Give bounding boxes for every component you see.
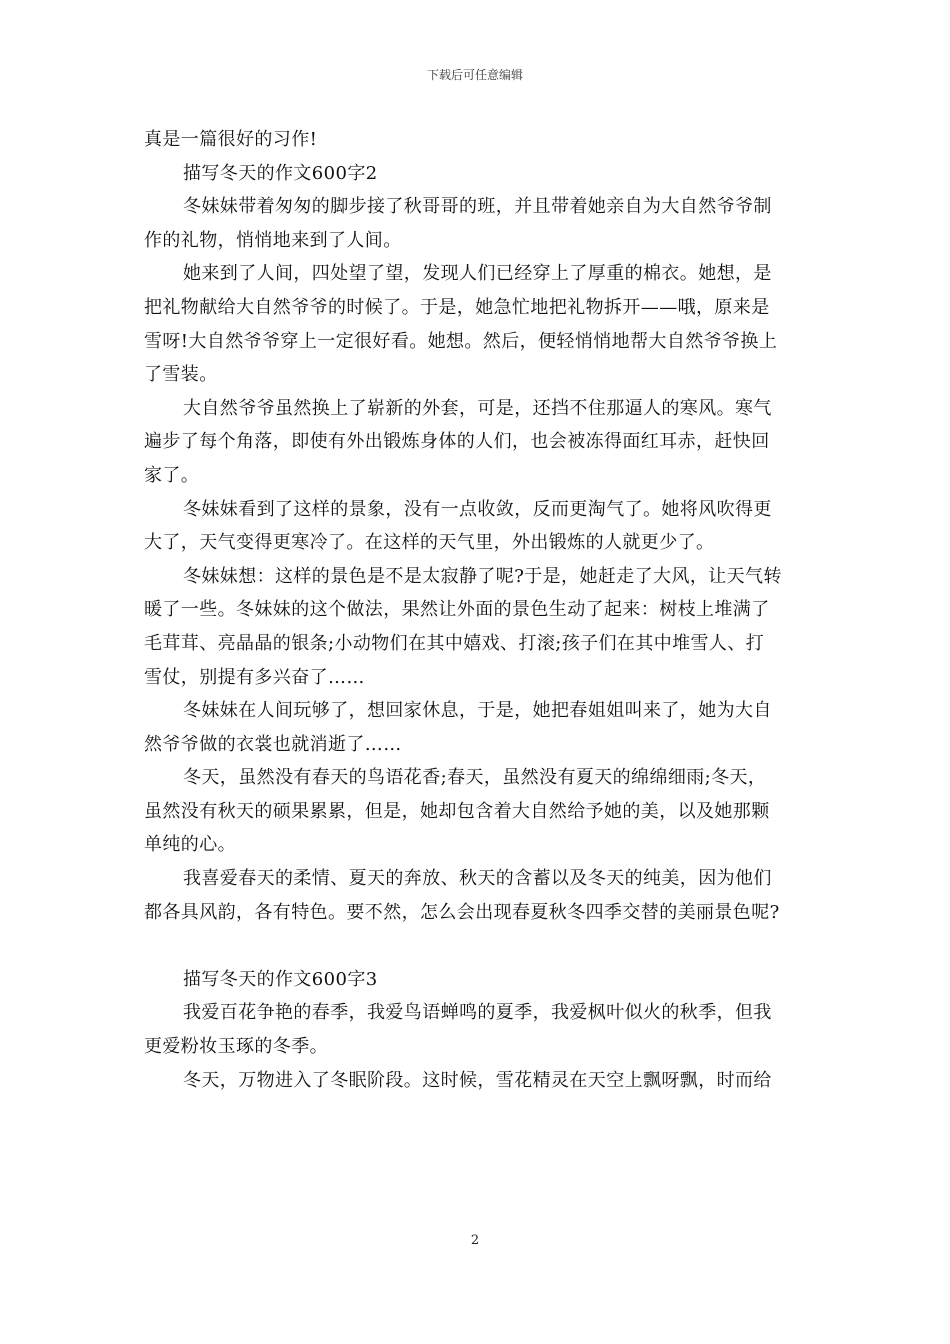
section-heading: 描写冬天的作文600字3: [183, 968, 378, 990]
text-line: 单纯的心。: [144, 834, 236, 856]
text-line: 冬妹妹看到了这样的景象，没有一点收敛，反而更淘气了。她将风吹得更: [183, 498, 772, 520]
text-line: 把礼物献给大自然爷爷的时候了。于是，她急忙地把礼物拆开——哦，原来是: [144, 296, 770, 318]
page-header-note: 下载后可任意编辑: [426, 68, 523, 82]
text-line: 冬天，虽然没有春天的鸟语花香;春天，虽然没有夏天的绵绵细雨;冬天，: [183, 767, 767, 789]
section-heading: 描写冬天的作文600字2: [183, 162, 378, 184]
text-line: 冬妹妹想：这样的景色是不是太寂静了呢?于是，她赶走了大风，让天气转: [183, 565, 782, 587]
text-line: 了雪装。: [144, 364, 218, 386]
text-line: 她来到了人间，四处望了望，发现人们已经穿上了厚重的棉衣。她想，是: [183, 263, 772, 285]
text-line: 冬天，万物进入了冬眠阶段。这时候，雪花精灵在天空上飘呀飘，时而给: [183, 1069, 772, 1091]
text-line: 真是一篇很好的习作!: [144, 129, 318, 150]
text-line: 遍步了每个角落，即使有外出锻炼身体的人们，也会被冻得面红耳赤，赶快回: [144, 431, 770, 453]
text-line: 大了，天气变得更寒冷了。在这样的天气里，外出锻炼的人就更少了。: [144, 532, 715, 554]
page-number: 2: [470, 1233, 480, 1248]
text-line: 暖了一些。冬妹妹的这个做法，果然让外面的景色生动了起来：树枝上堆满了: [144, 599, 770, 621]
document-body: [144, 123, 809, 1097]
text-line: 我喜爱春天的柔情、夏天的奔放、秋天的含蓄以及冬天的纯美，因为他们: [183, 868, 772, 890]
text-line: 大自然爷爷虽然换上了崭新的外套，可是，还挡不住那逼人的寒风。寒气: [183, 397, 772, 419]
text-line: 更爱粉妆玉琢的冬季。: [144, 1036, 328, 1058]
text-line: 冬妹妹带着匆匆的脚步接了秋哥哥的班，并且带着她亲自为大自然爷爷制: [183, 196, 772, 218]
text-line: 毛茸茸、亮晶晶的银条;小动物们在其中嬉戏、打滚;孩子们在其中堆雪人、打: [144, 632, 765, 654]
text-line: 我爱百花争艳的春季，我爱鸟语蝉鸣的夏季，我爱枫叶似火的秋季，但我: [183, 1002, 772, 1024]
text-line: 作的礼物，悄悄地来到了人间。: [144, 229, 402, 251]
text-line: 冬妹妹在人间玩够了，想回家休息，于是，她把春姐姐叫来了，她为大自: [183, 700, 772, 722]
text-line: 都各具风韵，各有特色。要不然，怎么会出现春夏秋冬四季交替的美丽景色呢?: [144, 901, 780, 923]
text-line: 虽然没有秋天的硕果累累，但是，她却包含着大自然给予她的美，以及她那颗: [144, 800, 770, 822]
paragraph-gap: [144, 929, 809, 963]
text-line: 雪仗，别提有多兴奋了……: [144, 666, 365, 688]
text-line: 然爷爷做的衣裳也就消逝了……: [144, 733, 402, 755]
text-line: 雪呀!大自然爷爷穿上一定很好看。她想。然后，便轻悄悄地帮大自然爷爷换上: [144, 330, 778, 352]
text-line: 家了。: [144, 464, 200, 486]
